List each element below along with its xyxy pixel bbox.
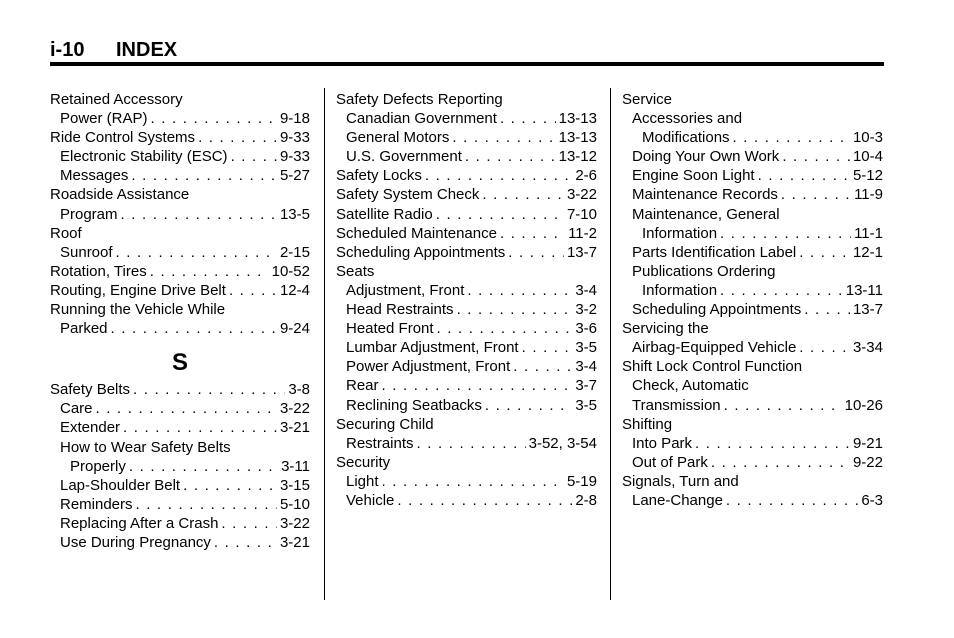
index-entry xyxy=(622,300,883,319)
index-entry xyxy=(622,434,883,453)
dot-leader xyxy=(133,380,285,399)
dot-leader xyxy=(782,147,850,166)
dot-leader xyxy=(96,399,277,418)
entry-text: Safety System Check xyxy=(336,186,480,204)
dot-leader xyxy=(111,319,277,338)
index-entry xyxy=(336,109,597,128)
entry-text: Routing, Engine Drive Belt xyxy=(50,281,226,299)
dot-leader xyxy=(116,243,277,262)
index-entry xyxy=(622,281,883,300)
page-reference: 3-4 xyxy=(575,358,597,376)
page-reference: 3-5 xyxy=(575,339,597,357)
dot-leader xyxy=(726,491,858,510)
dot-leader xyxy=(711,453,850,472)
entry-text: Parked xyxy=(60,320,108,338)
page-reference: 5-12 xyxy=(852,167,883,185)
page-reference: 3-5 xyxy=(575,396,597,414)
entry-text: Roadside Assistance xyxy=(50,186,190,204)
dot-leader xyxy=(500,109,556,128)
entry-text: Reclining Seatbacks xyxy=(346,396,482,414)
entry-text: Safety Belts xyxy=(50,381,131,399)
entry-text: Modifications xyxy=(642,129,730,147)
dot-leader xyxy=(485,396,572,415)
entry-text: Check, Automatic xyxy=(632,377,749,395)
page-reference: 2-6 xyxy=(575,167,597,185)
entry-text: Replacing After a Crash xyxy=(60,514,219,532)
index-entry xyxy=(50,533,310,552)
index-heading xyxy=(50,300,310,319)
index-entry xyxy=(50,399,310,418)
index-heading xyxy=(50,185,310,204)
dot-leader xyxy=(804,300,850,319)
entry-text: Accessories and xyxy=(632,110,743,128)
page-reference: 9-33 xyxy=(279,148,310,166)
entry-text: Care xyxy=(60,400,93,418)
index-entry xyxy=(336,224,597,243)
entry-text: Heated Front xyxy=(346,320,434,338)
dot-leader xyxy=(781,185,851,204)
index-entry xyxy=(336,434,597,453)
index-entry xyxy=(336,300,597,319)
column-divider xyxy=(610,88,611,600)
entry-text: Safety Locks xyxy=(336,167,422,185)
page-reference: 3-52, 3-54 xyxy=(528,434,597,452)
page-reference: 7-10 xyxy=(566,205,597,223)
index-heading xyxy=(622,109,883,128)
index-entry xyxy=(336,128,597,147)
index-entry xyxy=(622,491,883,510)
index-entry xyxy=(50,418,310,437)
page-header xyxy=(50,38,884,62)
page-reference: 3-6 xyxy=(575,320,597,338)
page-reference: 2-15 xyxy=(279,243,310,261)
entry-text: Lane-Change xyxy=(632,491,723,509)
dot-leader xyxy=(151,109,277,128)
index-heading xyxy=(622,262,883,281)
entry-text: Out of Park xyxy=(632,453,708,471)
dot-leader xyxy=(214,533,277,552)
page-reference: 13-12 xyxy=(558,148,597,166)
page-reference: 13-7 xyxy=(852,301,883,319)
index-entry xyxy=(50,281,310,300)
index-entry xyxy=(622,224,883,243)
page-reference: 6-3 xyxy=(861,491,883,509)
page-reference: 3-4 xyxy=(575,281,597,299)
index-entry xyxy=(50,495,310,514)
entry-text: Roof xyxy=(50,224,82,242)
dot-leader xyxy=(382,472,564,491)
entry-text: Rotation, Tires xyxy=(50,262,147,280)
index-entry xyxy=(622,396,883,415)
index-entry xyxy=(336,185,597,204)
entry-text: Signals, Turn and xyxy=(622,472,739,490)
page-reference: 5-27 xyxy=(279,167,310,185)
page-reference: 13-13 xyxy=(558,129,597,147)
page-reference: 3-21 xyxy=(279,419,310,437)
page-reference: 9-24 xyxy=(279,320,310,338)
dot-leader xyxy=(131,166,277,185)
entry-text: Ride Control Systems xyxy=(50,129,196,147)
index-entry xyxy=(50,109,310,128)
index-column-3 xyxy=(622,90,883,510)
dot-leader xyxy=(150,262,269,281)
entry-text: Scheduled Maintenance xyxy=(336,224,497,242)
entry-text: Transmission xyxy=(632,396,721,414)
entry-text: Shifting xyxy=(622,415,673,433)
entry-text: Messages xyxy=(60,167,129,185)
entry-text: Head Restraints xyxy=(346,301,454,319)
index-entry xyxy=(622,166,883,185)
page-reference: 5-10 xyxy=(279,495,310,513)
index-entry xyxy=(50,319,310,338)
dot-leader xyxy=(436,205,564,224)
index-entry xyxy=(622,453,883,472)
entry-text: Restraints xyxy=(346,434,414,452)
page-reference: 3-15 xyxy=(279,476,310,494)
index-heading xyxy=(622,472,883,491)
entry-text: Reminders xyxy=(60,495,133,513)
entry-text: Maintenance, General xyxy=(632,205,780,223)
entry-text: Shift Lock Control Function xyxy=(622,358,803,376)
index-entry xyxy=(50,476,310,495)
entry-text: Securing Child xyxy=(336,415,434,433)
page-reference: 9-22 xyxy=(852,453,883,471)
index-heading xyxy=(622,319,883,338)
dot-leader xyxy=(183,476,277,495)
entry-text: Lap-Shoulder Belt xyxy=(60,476,181,494)
dot-leader xyxy=(522,338,573,357)
entry-text: Scheduling Appointments xyxy=(336,243,506,261)
index-entry xyxy=(336,338,597,357)
dot-leader xyxy=(129,457,278,476)
index-entry xyxy=(336,396,597,415)
entry-text: Properly xyxy=(70,457,126,475)
index-heading xyxy=(50,224,310,243)
page-reference: 13-7 xyxy=(566,243,597,261)
entry-text: Power Adjustment, Front xyxy=(346,358,511,376)
dot-leader xyxy=(457,300,573,319)
page-reference: 13-5 xyxy=(279,205,310,223)
dot-leader xyxy=(123,418,277,437)
index-heading xyxy=(336,453,597,472)
dot-leader xyxy=(417,434,526,453)
index-entry xyxy=(50,147,310,166)
page-reference: 13-13 xyxy=(558,110,597,128)
index-entry xyxy=(336,472,597,491)
dot-leader xyxy=(136,495,277,514)
page-reference: 3-21 xyxy=(279,533,310,551)
entry-text: Doing Your Own Work xyxy=(632,148,780,166)
entry-text: Power (RAP) xyxy=(60,110,148,128)
dot-leader xyxy=(482,185,564,204)
page-reference: 10-4 xyxy=(852,148,883,166)
dot-leader xyxy=(724,396,842,415)
dot-leader xyxy=(720,224,851,243)
dot-leader xyxy=(231,147,277,166)
page-reference: 3-2 xyxy=(575,301,597,319)
page-reference: 12-1 xyxy=(852,243,883,261)
entry-text: Airbag-Equipped Vehicle xyxy=(632,339,797,357)
index-entry xyxy=(50,128,310,147)
index-entry xyxy=(336,357,597,376)
index-heading xyxy=(622,357,883,376)
index-entry xyxy=(50,514,310,533)
page-reference: 9-18 xyxy=(279,110,310,128)
page-reference: 3-7 xyxy=(575,377,597,395)
index-entry xyxy=(336,147,597,166)
entry-text: Vehicle xyxy=(346,491,395,509)
page-reference: 12-4 xyxy=(279,281,310,299)
dot-leader xyxy=(720,281,843,300)
section-letter: S xyxy=(171,349,188,377)
index-heading xyxy=(336,415,597,434)
dot-leader xyxy=(382,376,573,395)
entry-text: Use During Pregnancy xyxy=(60,533,211,551)
page-reference: 3-22 xyxy=(279,514,310,532)
entry-text: Sunroof xyxy=(60,243,113,261)
page-reference: 11-1 xyxy=(854,224,883,242)
dot-leader xyxy=(465,147,556,166)
entry-text: Satellite Radio xyxy=(336,205,433,223)
index-entry xyxy=(50,262,310,281)
dot-leader xyxy=(695,434,850,453)
dot-leader xyxy=(452,128,555,147)
index-entry xyxy=(336,205,597,224)
index-heading xyxy=(336,262,597,281)
header-rule xyxy=(50,62,884,66)
index-heading xyxy=(50,438,310,457)
dot-leader xyxy=(467,281,572,300)
entry-text: How to Wear Safety Belts xyxy=(60,438,231,456)
index-entry xyxy=(50,205,310,224)
entry-text: Adjustment, Front xyxy=(346,281,465,299)
page-reference: 9-33 xyxy=(279,129,310,147)
index-heading xyxy=(622,90,883,109)
page-reference: 2-8 xyxy=(575,491,597,509)
dot-leader xyxy=(799,338,850,357)
index-entry xyxy=(50,243,310,262)
entry-text: Maintenance Records xyxy=(632,186,778,204)
index-entry xyxy=(622,128,883,147)
entry-text: Service xyxy=(622,91,673,108)
dot-leader xyxy=(799,243,850,262)
index-column-2 xyxy=(336,90,597,510)
page-number: i-10 xyxy=(50,39,85,61)
index-entry xyxy=(336,243,597,262)
entry-text: Into Park xyxy=(632,434,693,452)
dot-leader xyxy=(500,224,565,243)
page-reference: 9-21 xyxy=(852,434,883,452)
page-reference: 10-26 xyxy=(844,396,883,414)
entry-text: Security xyxy=(336,453,391,471)
entry-text: Information xyxy=(642,224,718,242)
index-entry xyxy=(50,457,310,476)
dot-leader xyxy=(513,357,572,376)
index-entry xyxy=(336,319,597,338)
entry-text: Safety Defects Reporting xyxy=(336,91,503,108)
page-reference: 13-11 xyxy=(845,281,883,299)
entry-text: Retained Accessory xyxy=(50,91,183,108)
entry-text: Electronic Stability (ESC) xyxy=(60,148,228,166)
page-reference: 3-34 xyxy=(852,339,883,357)
index-entry xyxy=(622,338,883,357)
dot-leader xyxy=(198,128,277,147)
entry-text: Scheduling Appointments xyxy=(632,301,802,319)
page-reference: 10-3 xyxy=(852,129,883,147)
entry-text: General Motors xyxy=(346,129,450,147)
index-entry xyxy=(336,376,597,395)
index-entry xyxy=(622,147,883,166)
index-heading xyxy=(622,205,883,224)
page-reference: 3-11 xyxy=(281,457,310,475)
index-entry xyxy=(50,380,310,399)
index-entry xyxy=(336,491,597,510)
entry-text: U.S. Government xyxy=(346,148,462,166)
page-reference: 3-22 xyxy=(279,400,310,418)
dot-leader xyxy=(121,205,277,224)
dot-leader xyxy=(425,166,572,185)
entry-text: Parts Identification Label xyxy=(632,243,797,261)
entry-text: Extender xyxy=(60,419,121,437)
index-heading xyxy=(622,376,883,395)
page-reference: 3-8 xyxy=(288,381,310,399)
dot-leader xyxy=(758,166,850,185)
index-heading xyxy=(622,415,883,434)
dot-leader xyxy=(229,281,277,300)
index-column-1 xyxy=(50,90,310,552)
page-reference: 11-9 xyxy=(854,186,883,204)
entry-text: Information xyxy=(642,281,718,299)
entry-text: Canadian Government xyxy=(346,110,497,128)
index-entry xyxy=(336,166,597,185)
dot-leader xyxy=(733,128,850,147)
dot-leader xyxy=(437,319,573,338)
entry-text: Light xyxy=(346,472,379,490)
entry-text: Running the Vehicle While xyxy=(50,301,226,319)
index-entry xyxy=(622,185,883,204)
entry-text: Rear xyxy=(346,377,379,395)
entry-text: Program xyxy=(60,205,118,223)
page-reference: 3-22 xyxy=(566,186,597,204)
page-reference: 11-2 xyxy=(568,224,597,242)
page-title: INDEX xyxy=(116,39,178,61)
index-entry xyxy=(50,166,310,185)
entry-text: Publications Ordering xyxy=(632,262,776,280)
page-reference: 5-19 xyxy=(566,472,597,490)
entry-text: Servicing the xyxy=(622,320,709,338)
dot-leader xyxy=(508,243,564,262)
index-entry xyxy=(336,281,597,300)
column-divider xyxy=(324,88,325,600)
index-heading xyxy=(50,90,310,109)
dot-leader xyxy=(397,491,572,510)
entry-text: Seats xyxy=(336,262,375,280)
dot-leader xyxy=(221,514,277,533)
entry-text: Engine Soon Light xyxy=(632,167,755,185)
page-reference: 10-52 xyxy=(271,262,310,280)
index-entry xyxy=(622,243,883,262)
index-heading xyxy=(336,90,597,109)
entry-text: Lumbar Adjustment, Front xyxy=(346,339,519,357)
